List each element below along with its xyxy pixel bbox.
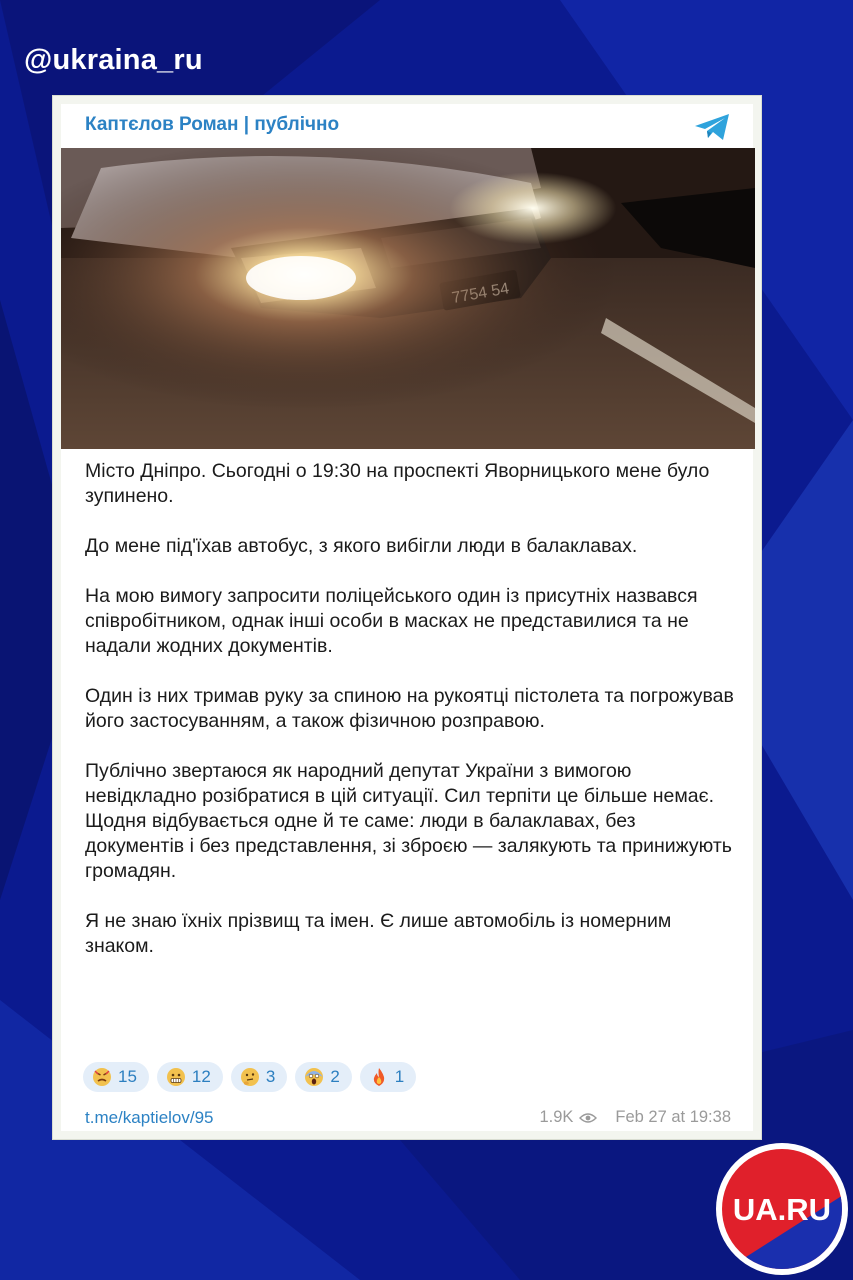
reaction-count: 2 bbox=[330, 1067, 340, 1086]
telegram-logo-icon bbox=[693, 112, 733, 142]
logo-text: UA.RU bbox=[732, 1192, 832, 1227]
post-paragraph: Один із них тримав руку за спиною на рукоятці пістолета та погрожував його застосуванням, а також фізичною розправою. bbox=[85, 685, 734, 732]
eye-icon bbox=[579, 1112, 597, 1124]
grimacing-face-icon bbox=[166, 1067, 186, 1087]
reaction-count: 15 bbox=[118, 1067, 137, 1086]
reaction-count: 3 bbox=[265, 1067, 276, 1086]
fire-icon bbox=[369, 1067, 389, 1087]
channel-title[interactable]: Каптєлов Роман | публічно bbox=[85, 114, 340, 135]
screaming-face-icon bbox=[304, 1067, 324, 1087]
angry-face-icon bbox=[92, 1067, 112, 1087]
reaction-screaming[interactable] bbox=[295, 1062, 351, 1092]
reaction-angry[interactable] bbox=[83, 1062, 149, 1092]
post-date: Feb 27 at 19:38 bbox=[615, 1108, 731, 1126]
telegram-post bbox=[61, 104, 753, 1131]
views-count: 1.9K bbox=[539, 1108, 574, 1126]
reaction-count: 12 bbox=[191, 1067, 211, 1086]
post-paragraph: До мене під'їхав автобус, з якого вибігли люди в балаклавах. bbox=[85, 535, 638, 557]
post-paragraph: Місто Дніпро. Сьогодні о 19:30 на проспекті Яворницького мене було зупинено. bbox=[85, 460, 710, 507]
reaction-grimacing[interactable] bbox=[157, 1062, 223, 1092]
post-card bbox=[52, 95, 762, 1140]
reactions-bar bbox=[83, 1062, 416, 1092]
reaction-thinking[interactable] bbox=[231, 1062, 287, 1092]
post-header bbox=[61, 104, 753, 148]
post-photo bbox=[61, 148, 755, 449]
reaction-count: 1 bbox=[394, 1067, 405, 1086]
uaru-logo bbox=[713, 1140, 851, 1278]
post-paragraph: Я не знаю їхніх прізвищ та імен. Є лише автомобіль із номерним знаком. bbox=[85, 910, 672, 957]
post-meta bbox=[539, 1108, 731, 1127]
post-text bbox=[85, 459, 735, 984]
reaction-fire[interactable] bbox=[360, 1062, 416, 1092]
post-link[interactable]: t.me/kaptielov/95 bbox=[85, 1108, 214, 1127]
post-paragraph: На мою вимогу запросити поліцейського один із присутніх назвався співробітником, однак інші особи в масках не представилися та не надали жодних документів. bbox=[85, 585, 698, 657]
watermark-handle: @ukraina_ru bbox=[24, 44, 203, 76]
post-paragraph: Публічно звертаюся як народний депутат України з вимогою невідкладно розібратися в цій ситуації. Сил терпіти це більше немає. Щодня відбувається одне й те саме: люди в балаклавах, без документів і без представлення, зі зброєю — залякують та принижують громадян. bbox=[85, 760, 732, 882]
thinking-face-icon bbox=[240, 1067, 260, 1087]
